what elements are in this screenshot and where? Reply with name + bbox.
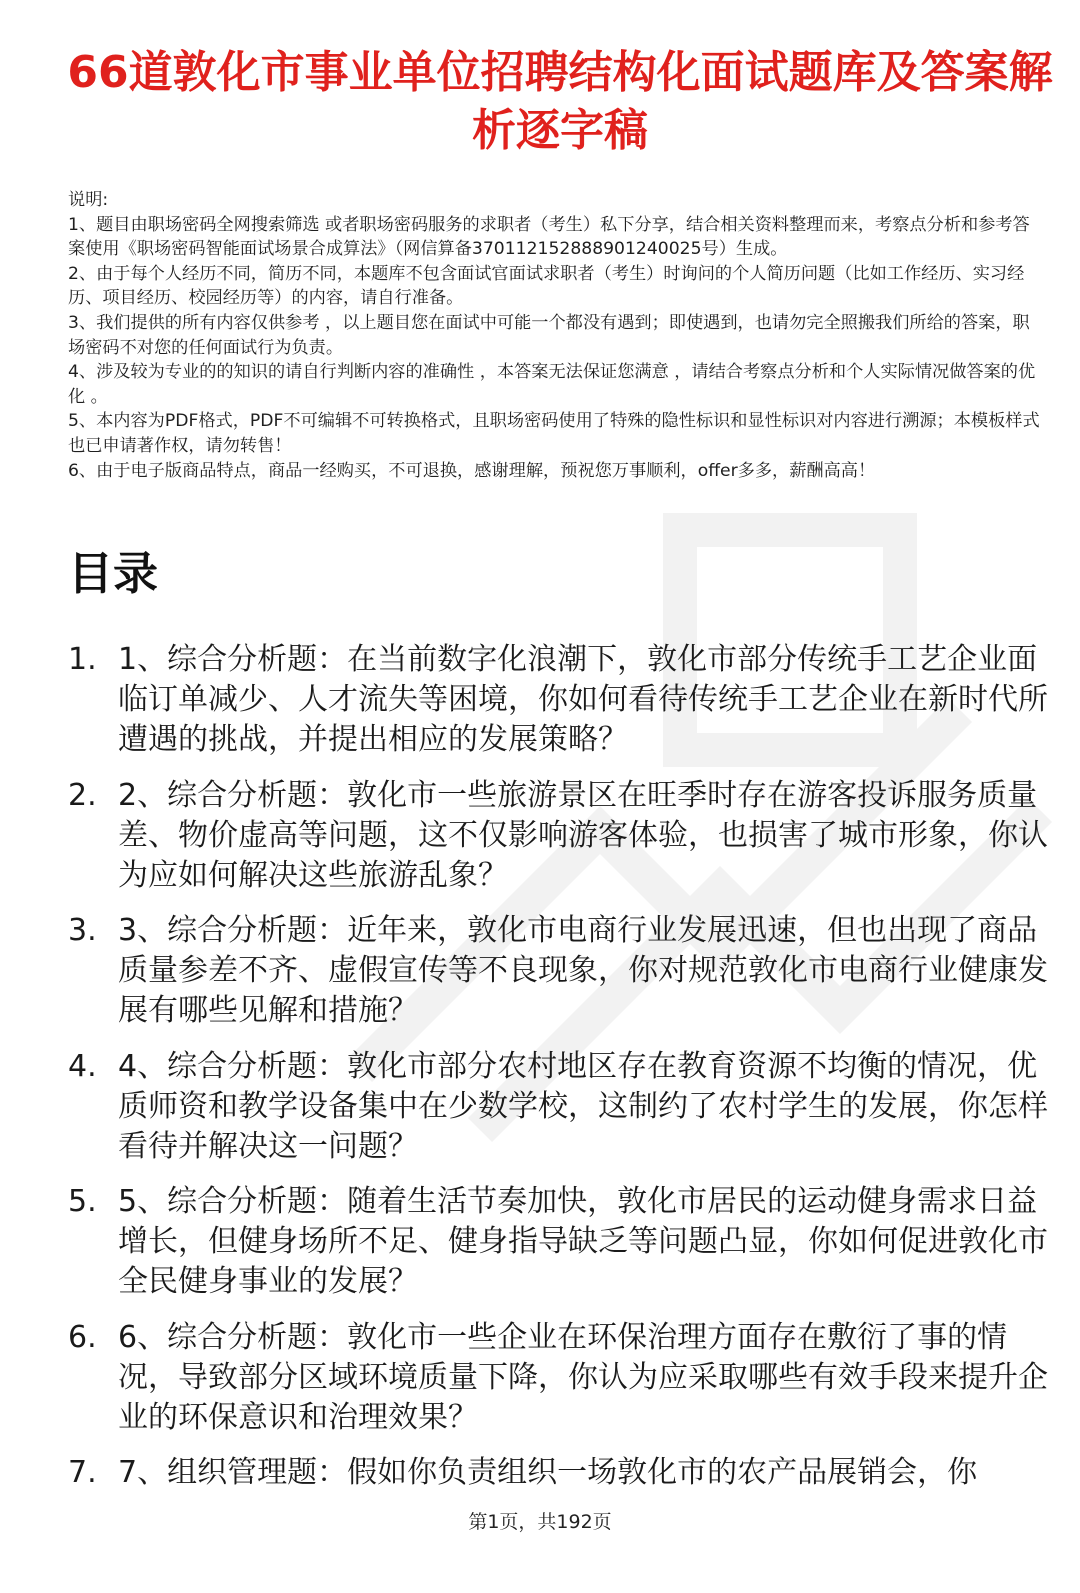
toc-item[interactable] xyxy=(68,911,1048,1031)
toc-item[interactable] xyxy=(68,1182,1048,1302)
toc-item-text: 3、综合分析题：近年来，敦化市电商行业发展迅速，但也出现了商品质量参差不齐、虚假宣传等不良现象，你对规范敦化市电商行业健康发展有哪些见解和措施？ xyxy=(118,913,1048,1028)
note-item: 1、题目由职场密码全网搜索筛选 或者职场密码服务的求职者（考生）私下分享，结合相关资料整理而来，考察点分析和参考答案使用《职场密码智能面试场景合成算法》（网信算备370112152888901240025号）生成。 xyxy=(68,214,1030,260)
note-item: 2、由于每个人经历不同，简历不同，本题库不包含面试官面试求职者（考生）时询问的个人简历问题（比如工作经历、实习经历、项目经历、校园经历等）的内容，请自行准备。 xyxy=(68,263,1025,309)
notes-label: 说明: xyxy=(68,190,109,210)
toc-item-text: 2、综合分析题：敦化市一些旅游景区在旺季时存在游客投诉服务质量差、物价虚高等问题，这不仅影响游客体验，也损害了城市形象，你认为应如何解决这些旅游乱象？ xyxy=(118,777,1048,893)
toc-item-number: 7. xyxy=(68,1455,97,1490)
toc-item-text: 7、组织管理题：假如你负责组织一场敦化市的农产品展销会，你 xyxy=(118,1455,978,1490)
toc-item[interactable] xyxy=(68,1047,1048,1167)
note-item: 5、本内容为PDF格式，PDF不可编辑不可转换格式，且职场密码使用了特殊的隐性标识和显性标识对内容进行溯源；本模板样式也已申请著作权，请勿转售！ xyxy=(68,411,1040,456)
toc-item[interactable] xyxy=(68,1453,1048,1493)
toc-item-number: 1. xyxy=(68,642,97,677)
note-item: 4、涉及较为专业的的知识的请自行判断内容的准确性 ，本答案无法保证您满意 ，请结合考察点分析和个人实际情况做答案的优化 。 xyxy=(68,362,1036,407)
note-item: 3、我们提供的所有内容仅供参考 ，以上题目您在面试中可能一个都没有遇到；即使遇到，也请勿完全照搬我们所给的答案，职场密码不对您的任何面试行为负责。 xyxy=(68,312,1030,358)
toc-item-text: 6、综合分析题：敦化市一些企业在环保治理方面存在敷衍了事的情况，导致部分区域环境质量下降，你认为应采取哪些有效手段来提升企业的环保意识和治理效果？ xyxy=(118,1319,1048,1435)
notes-section xyxy=(68,188,1046,483)
toc-item-number: 6. xyxy=(68,1319,97,1355)
toc-item-number: 3. xyxy=(68,913,97,948)
toc-list xyxy=(68,640,1048,1509)
toc-heading: 目录 xyxy=(68,547,159,600)
toc-item-number: 4. xyxy=(68,1048,97,1084)
document-title: 66道敦化市事业单位招聘结构化面试题库及答案解析逐字稿 xyxy=(67,47,1053,156)
toc-item-number: 2. xyxy=(68,777,97,813)
toc-item[interactable] xyxy=(68,1318,1048,1438)
toc-item[interactable] xyxy=(68,640,1048,760)
toc-item-number: 5. xyxy=(68,1184,97,1219)
toc-item-text: 4、综合分析题：敦化市部分农村地区存在教育资源不均衡的情况，优质师资和教学设备集中在少数学校，这制约了农村学生的发展，你怎样看待并解决这一问题？ xyxy=(118,1048,1048,1164)
toc-item-text: 5、综合分析题：随着生活节奏加快，敦化市居民的运动健身需求日益增长，但健身场所不足、健身指导缺乏等问题凸显，你如何促进敦化市全民健身事业的发展？ xyxy=(118,1184,1048,1299)
page-footer: 第1页，共192页 xyxy=(468,1511,612,1533)
toc-item[interactable] xyxy=(68,776,1048,896)
note-item: 6、由于电子版商品特点，商品一经购买，不可退换，感谢理解，预祝您万事顺利，offer多多，薪酬高高！ xyxy=(68,460,876,481)
toc-item-text: 1、综合分析题：在当前数字化浪潮下，敦化市部分传统手工艺企业面临订单减少、人才流失等困境，你如何看待传统手工艺企业在新时代所遭遇的挑战，并提出相应的发展策略？ xyxy=(118,642,1048,757)
